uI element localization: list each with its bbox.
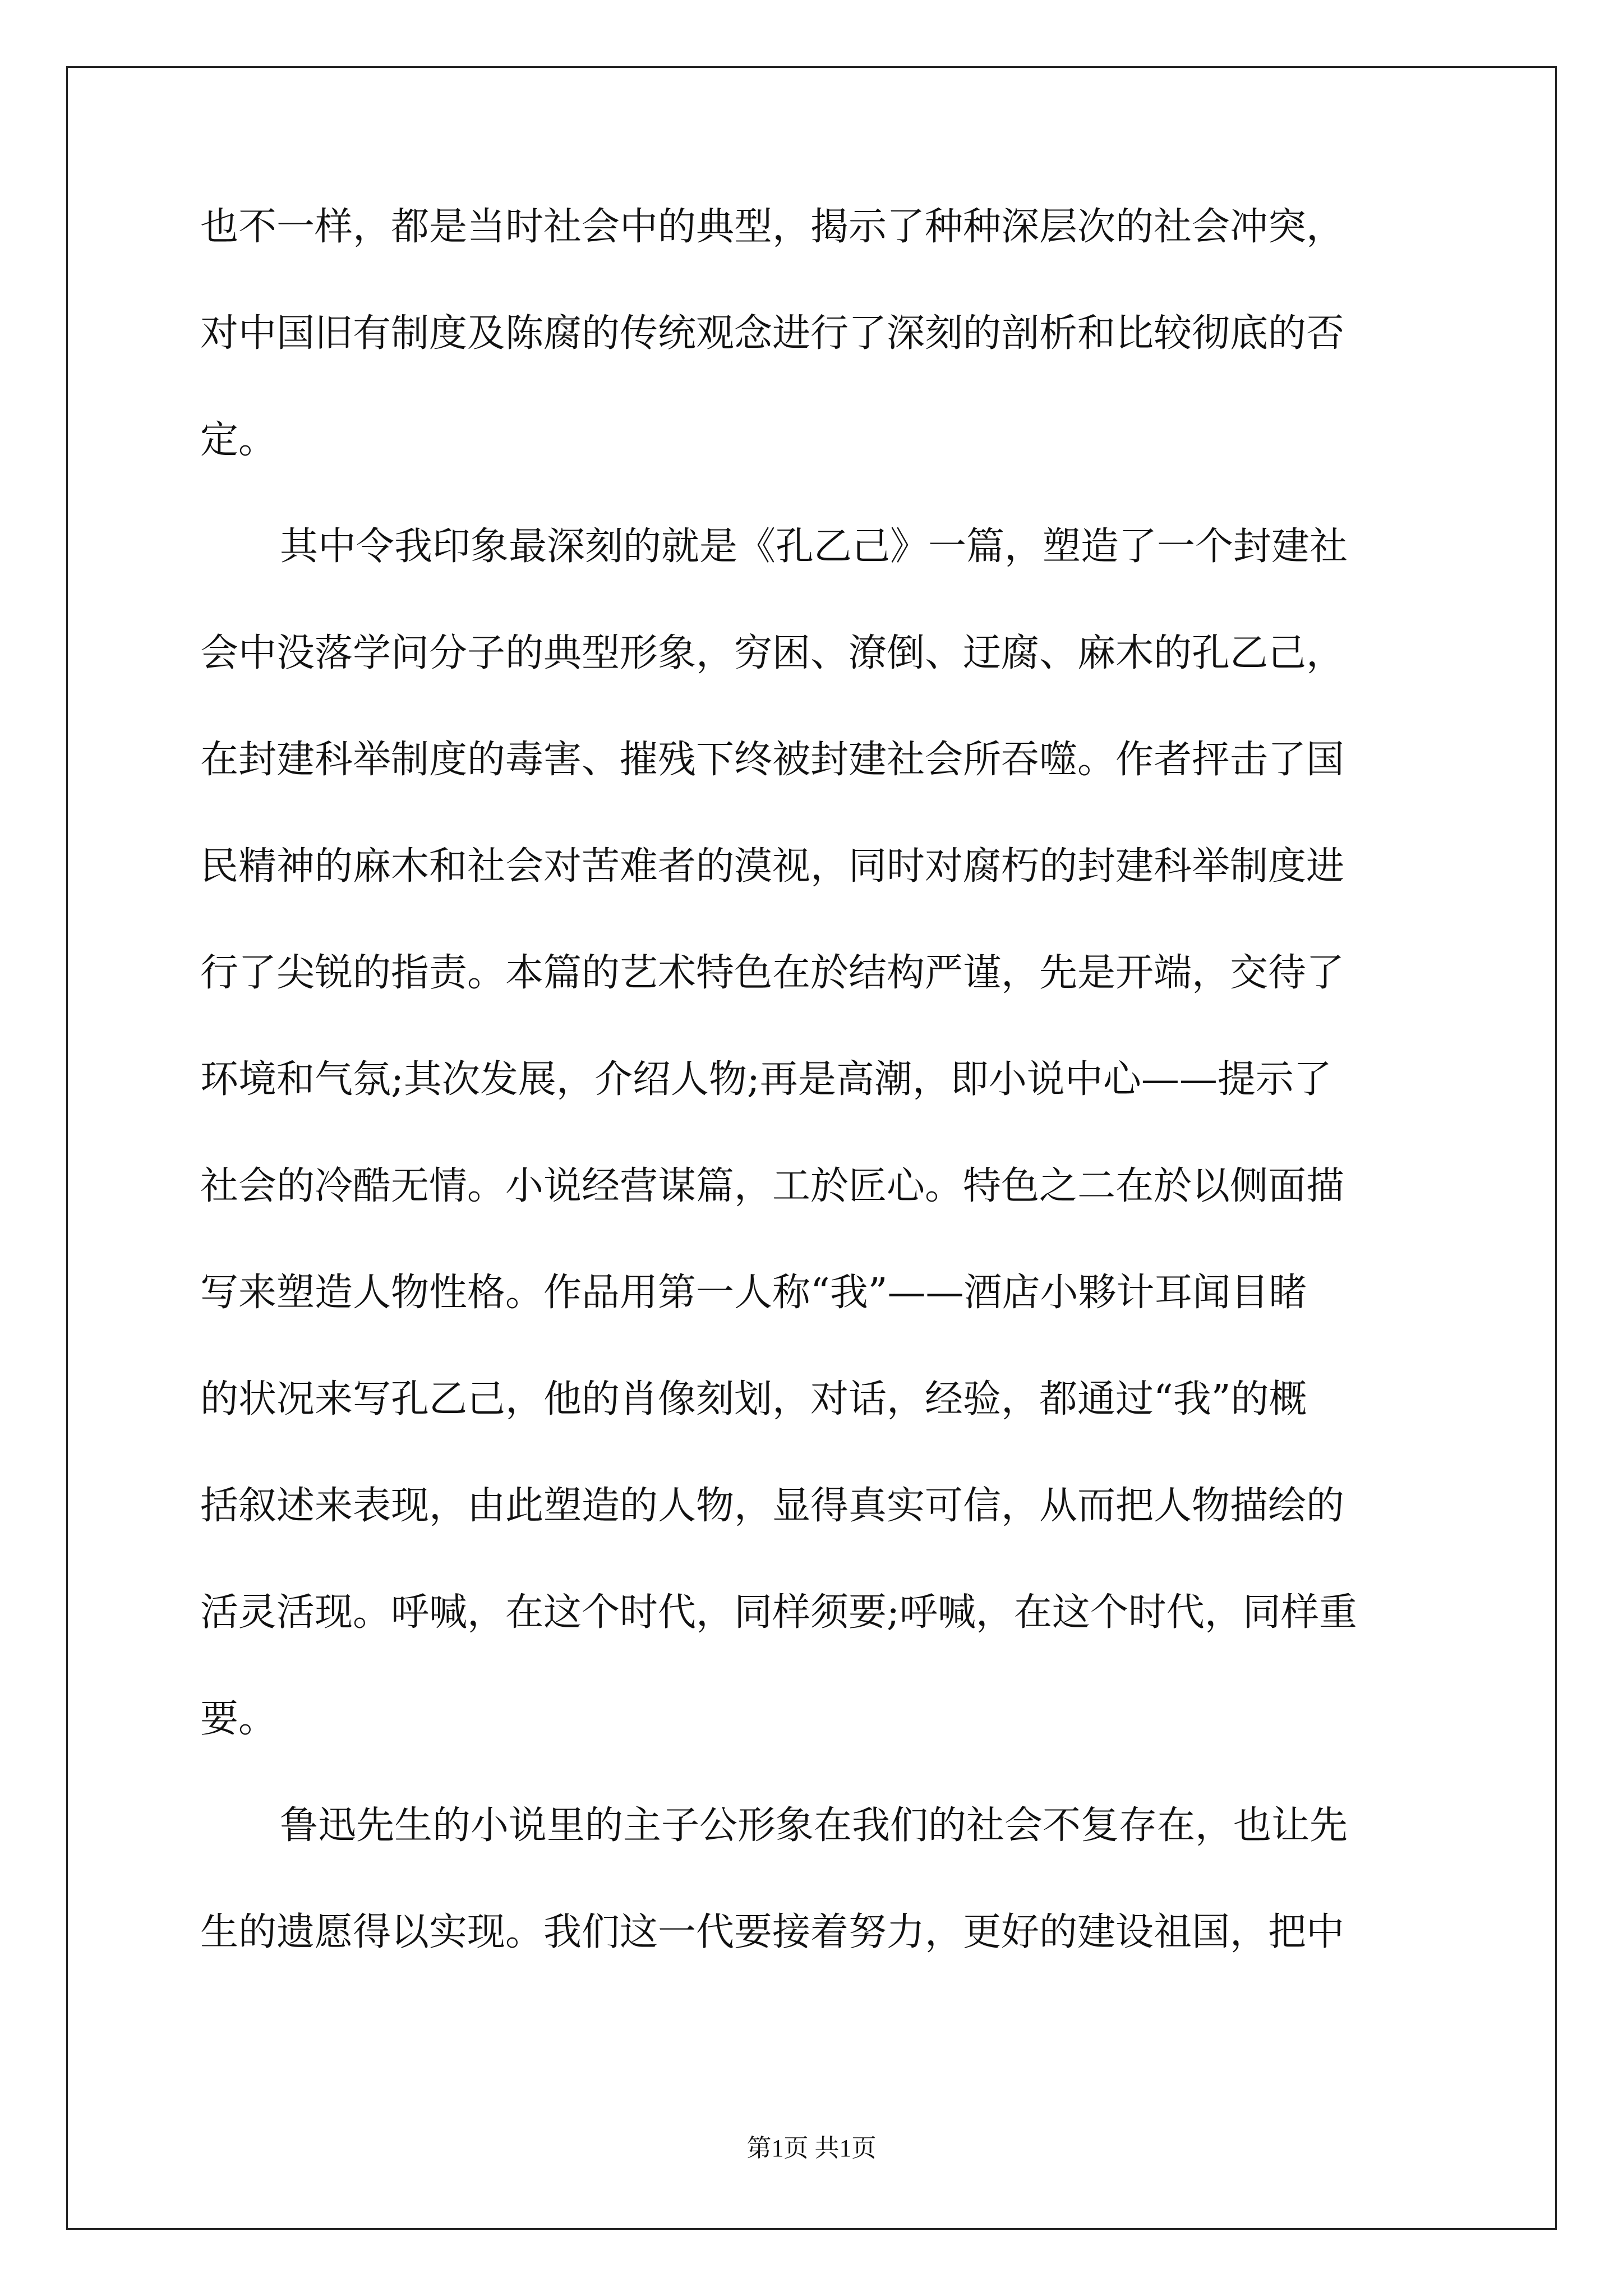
- text-line: 要。: [200, 1697, 277, 1741]
- text-line: 鲁迅先生的小说里的主子公形象在我们的社会不复存在，也让先: [280, 1803, 1348, 1848]
- text-line: 定。: [200, 418, 277, 462]
- text-line: 生的遗愿得以实现。我们这一代要接着努力，更好的建设祖国，把中: [200, 1910, 1345, 1954]
- text-line: 社会的冷酷无情。小说经营谋篇，工於匠心。特色之二在於以侧面描: [200, 1164, 1345, 1208]
- text-line: 其中令我印象最深刻的就是《孔乙己》一篇，塑造了一个封建社: [280, 524, 1348, 569]
- text-line: 民精神的麻木和社会对苦难者的漠视，同时对腐朽的封建科举制度进: [200, 844, 1345, 889]
- page-footer: 第1页 共1页: [746, 2134, 877, 2162]
- text-line: 环境和气氛;其次发展，介绍人物;再是高潮，即小说中心——提示了: [200, 1057, 1332, 1102]
- text-line: 括叙述来表现，由此塑造的人物，显得真实可信，从而把人物描绘的: [200, 1484, 1345, 1528]
- text-line: 对中国旧有制度及陈腐的传统观念进行了深刻的剖析和比较彻底的否: [200, 311, 1345, 356]
- text-line: 活灵活现。呼喊，在这个时代，同样须要;呼喊，在这个时代，同样重: [200, 1590, 1357, 1635]
- text-line: 在封建科举制度的毒害、摧残下终被封建社会所吞噬。作者抨击了国: [200, 738, 1345, 782]
- text-line: 写来塑造人物性格。作品用第一人称“我”——酒店小夥计耳闻目睹: [200, 1271, 1307, 1315]
- text-line: 的状况来写孔乙己，他的肖像刻划，对话，经验，都通过“我”的概: [200, 1377, 1307, 1421]
- text-line: 会中没落学问分子的典型形象，穷困、潦倒、迂腐、麻木的孔乙己，: [200, 631, 1345, 675]
- text-line: 行了尖锐的指责。本篇的艺术特色在於结构严谨，先是开端，交待了: [200, 951, 1345, 995]
- text-line: 也不一样，都是当时社会中的典型，揭示了种种深层次的社会冲突，: [200, 205, 1345, 249]
